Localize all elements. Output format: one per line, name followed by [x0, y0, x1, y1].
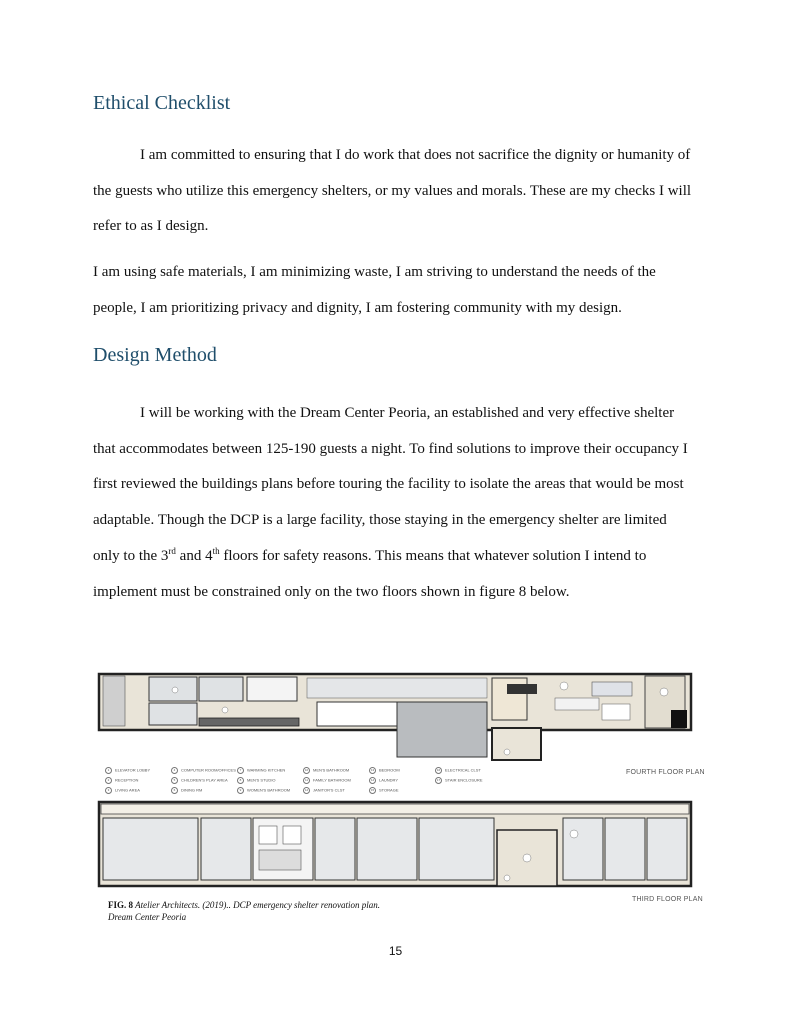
legend-item: 8 MEN'S STUDIO: [237, 777, 276, 784]
legend-item: 6 DINING RM: [171, 787, 202, 794]
third-floor-plan: [97, 800, 694, 890]
fourth-floor-label: FOURTH FLOOR PLAN: [626, 769, 705, 776]
legend-item: 1 ELEVATOR LOBBY: [105, 767, 150, 774]
legend-item: 9 WOMEN'S BATHROOM: [237, 787, 290, 794]
design-method-paragraph: I will be working with the Dream Center Peoria, an established and very effective shelter that accommodates between 125-190 guests a night. To find solutions to improve their occupancy I first reviewed the buildings plans before touring the facility to isolate the areas that would be most adaptable. Though the DCP is a large facility, those staying in the emergency shelter are limited only to the 3rd and 4th floors for safety reasons. This means that whatever solution I intend to implement must be constrained only on the two floors shown in figure 8 below.: [93, 405, 688, 600]
ethical-paragraph-1: I am committed to ensuring that I do work that does not sacrifice the dignity or humanity of the guests who utilize this emergency shelters, or my values and morals. These are my checks I will refer to as I design.: [93, 147, 692, 235]
page-number: 15: [388, 944, 403, 958]
ethical-checklist-heading: Ethical Checklist: [93, 92, 231, 114]
legend-item: 17 STAIR ENCLOSURE: [436, 777, 483, 783]
third-floor-label: THIRD FLOOR PLAN: [632, 896, 703, 903]
legend-item: 11 FAMILY BATHROOM: [304, 777, 351, 783]
ethical-paragraph-2: I am using safe materials, I am minimizing waste, I am striving to understand the needs of the people, I am prioritizing privacy and dignity, I am fostering community with my design.: [93, 264, 656, 316]
legend-item: 10 MEN'S BATHROOM: [304, 767, 350, 773]
legend-item: 16 ELECTRICAL CLST: [436, 767, 481, 773]
legend-item: 3 LIVING AREA: [105, 787, 140, 794]
legend-item: 12 JANITOR'S CLST: [304, 787, 345, 793]
figure-caption-label: FIG. 8: [108, 900, 134, 910]
fourth-floor-plan: [97, 672, 694, 762]
legend-item: 15 STORAGE: [370, 787, 399, 793]
design-method-heading: Design Method: [93, 344, 217, 366]
legend-item: 5 CHILDREN'S PLAY AREA: [171, 777, 228, 784]
legend-item: 7 WARMING KITCHEN: [237, 767, 285, 774]
legend-item: 14 LAUNDRY: [370, 777, 399, 783]
legend-item: 4 COMPUTER ROOM/OFFICES: [171, 767, 236, 774]
floor-plan-legend: [97, 764, 694, 796]
legend-item: 2 RECEPTION: [105, 777, 138, 784]
figure-caption-text: Atelier Architects. (2019).. DCP emergency shelter renovation plan.: [133, 900, 380, 910]
figure-caption: [108, 899, 380, 923]
figure-caption-line2: Dream Center Peoria: [108, 912, 187, 922]
legend-item: 13 BEDROOM: [370, 767, 400, 773]
